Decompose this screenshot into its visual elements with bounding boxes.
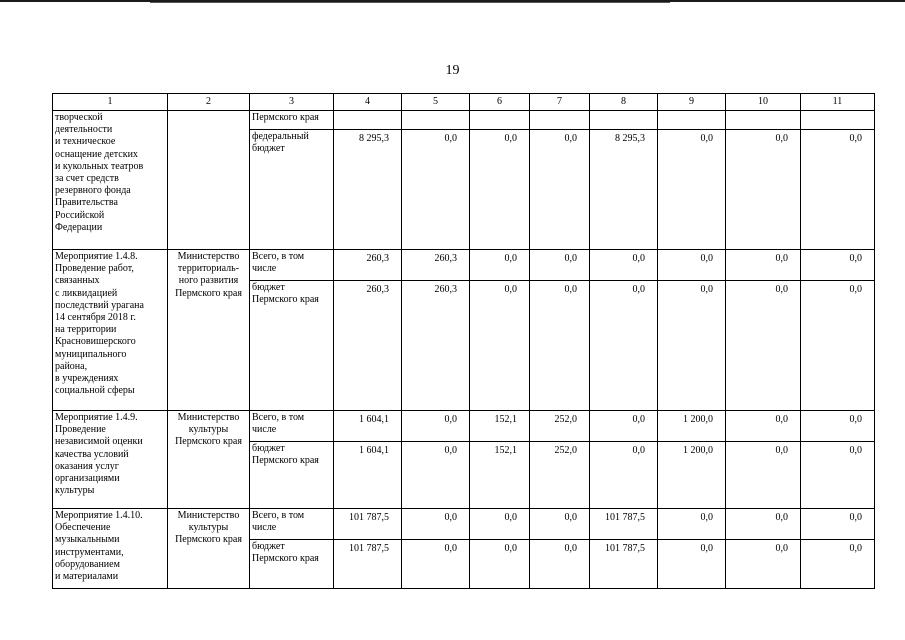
table-row [53, 411, 875, 442]
value-cell: 0,0 [726, 509, 801, 540]
text-line: Пермского края [175, 436, 242, 448]
value-cell: 0,0 [801, 250, 875, 281]
value-cell: 0,0 [590, 442, 658, 509]
column-number: 5 [402, 94, 470, 111]
column-number: 8 [590, 94, 658, 111]
text-line: числе [252, 424, 277, 436]
text-line: социальной сферы [55, 385, 135, 397]
funding-source [250, 509, 334, 540]
value-cell: 1 200,0 [658, 411, 726, 442]
value-cell: 260,3 [334, 281, 402, 411]
column-number-row [53, 94, 875, 111]
column-number: 2 [168, 94, 250, 111]
activity-description [53, 250, 168, 411]
text-line: культуры [55, 485, 95, 497]
text-line: и техническое [55, 136, 116, 148]
text-line: Пермского края [252, 553, 319, 565]
text-line: федеральный [252, 131, 309, 142]
value-cell: 0,0 [470, 281, 530, 411]
value-cell: 0,0 [801, 130, 875, 250]
text-line: Пермского края [252, 455, 319, 467]
text-line: Мероприятие 1.4.10. [55, 510, 143, 521]
text-line: района, [55, 360, 88, 372]
text-line: Обеспечение [55, 522, 111, 534]
text-line: бюджет [252, 443, 285, 454]
column-number: 9 [658, 94, 726, 111]
column-number: 1 [53, 94, 168, 111]
text-line: муниципального [55, 348, 127, 360]
value-cell: 0,0 [801, 509, 875, 540]
text-line: музыкальными [55, 534, 120, 546]
value-cell: 0,0 [590, 250, 658, 281]
responsible-body [168, 509, 250, 589]
funding-source [250, 130, 334, 250]
value-cell: 0,0 [530, 250, 590, 281]
value-cell: 0,0 [658, 540, 726, 589]
value-cell: 0,0 [726, 540, 801, 589]
value-cell: 0,0 [402, 509, 470, 540]
text-line: бюджет [252, 143, 285, 155]
value-cell: 8 295,3 [334, 130, 402, 250]
text-line: деятельности [55, 124, 113, 136]
value-cell: 0,0 [470, 130, 530, 250]
value-cell [726, 111, 801, 130]
value-cell: 8 295,3 [590, 130, 658, 250]
value-cell: 0,0 [402, 130, 470, 250]
text-line: Пермского края [175, 287, 242, 299]
value-cell: 0,0 [726, 250, 801, 281]
value-cell: 152,1 [470, 442, 530, 509]
value-cell: 0,0 [530, 281, 590, 411]
text-line: качества условий [55, 448, 129, 460]
text-line: Проведение [55, 424, 106, 436]
text-line: резервного фонда [55, 185, 131, 197]
page-number: 19 [445, 63, 460, 78]
column-number: 4 [334, 94, 402, 111]
text-line: Всего, в том [252, 251, 305, 262]
text-line: за счет средств [55, 173, 119, 185]
text-line: Мероприятие 1.4.9. [55, 412, 138, 423]
text-line: 14 сентября 2018 г. [55, 312, 136, 324]
value-cell: 0,0 [726, 281, 801, 411]
scan-top-edge-secondary [150, 2, 670, 3]
value-cell: 0,0 [801, 540, 875, 589]
funding-source [250, 411, 334, 442]
activity-description [53, 509, 168, 589]
text-line: Пермского края [175, 534, 242, 546]
text-line: последствий урагана [55, 299, 144, 311]
funding-source [250, 442, 334, 509]
value-cell: 260,3 [334, 250, 402, 281]
value-cell: 0,0 [470, 250, 530, 281]
column-number: 3 [250, 94, 334, 111]
text-line: оснащение детских [55, 148, 138, 160]
value-cell: 1 604,1 [334, 411, 402, 442]
text-line: бюджет [252, 541, 285, 552]
text-line: Всего, в том [252, 510, 305, 521]
text-line: Пермского края [252, 294, 319, 306]
value-cell: 101 787,5 [334, 509, 402, 540]
value-cell [402, 111, 470, 130]
text-line: и кукольных театров [55, 160, 144, 172]
value-cell: 0,0 [402, 411, 470, 442]
text-line: организациями [55, 473, 120, 485]
value-cell: 0,0 [470, 540, 530, 589]
text-line: числе [252, 263, 277, 275]
text-line: с ликвидацией [55, 287, 118, 299]
value-cell: 0,0 [726, 411, 801, 442]
text-line: Министерство [177, 412, 240, 423]
text-line: в учреждениях [55, 373, 119, 385]
value-cell: 0,0 [530, 540, 590, 589]
text-line: оказания услуг [55, 460, 119, 472]
funding-source [250, 540, 334, 589]
value-cell: 0,0 [590, 281, 658, 411]
text-line: инструментами, [55, 546, 124, 558]
responsible-body [168, 411, 250, 509]
value-cell: 101 787,5 [590, 540, 658, 589]
text-line: Министерство [177, 251, 240, 262]
text-line: связанных [55, 275, 100, 287]
value-cell: 0,0 [801, 411, 875, 442]
text-line: Правительства [55, 197, 118, 209]
value-cell: 0,0 [658, 250, 726, 281]
table-row [53, 250, 875, 281]
value-cell: 0,0 [470, 509, 530, 540]
text-line: Мероприятие 1.4.8. [55, 251, 138, 262]
value-cell [530, 111, 590, 130]
budget-table [52, 93, 875, 589]
value-cell [334, 111, 402, 130]
text-line: территориаль- [177, 263, 240, 275]
value-cell: 0,0 [590, 411, 658, 442]
value-cell: 101 787,5 [590, 509, 658, 540]
value-cell [658, 111, 726, 130]
text-line: Федерации [55, 221, 103, 233]
funding-source [250, 281, 334, 411]
value-cell: 252,0 [530, 442, 590, 509]
text-line: культуры [188, 424, 229, 436]
value-cell: 1 200,0 [658, 442, 726, 509]
funding-source [250, 250, 334, 281]
value-cell: 0,0 [402, 442, 470, 509]
value-cell [590, 111, 658, 130]
value-cell: 0,0 [530, 130, 590, 250]
value-cell: 101 787,5 [334, 540, 402, 589]
text-line: Российской [55, 209, 105, 221]
text-line: числе [252, 522, 277, 534]
text-line: оборудованием [55, 558, 120, 570]
value-cell [470, 111, 530, 130]
table-row [53, 509, 875, 540]
column-number: 7 [530, 94, 590, 111]
value-cell: 152,1 [470, 411, 530, 442]
value-cell: 0,0 [801, 442, 875, 509]
value-cell: 252,0 [530, 411, 590, 442]
funding-source [250, 111, 334, 130]
table-row [53, 111, 875, 130]
text-line: Всего, в том [252, 412, 305, 423]
column-number: 11 [801, 94, 875, 111]
text-line: Министерство [177, 510, 240, 521]
value-cell: 0,0 [658, 130, 726, 250]
value-cell: 0,0 [402, 540, 470, 589]
text-line: бюджет [252, 282, 285, 293]
value-cell: 0,0 [801, 281, 875, 411]
value-cell: 0,0 [658, 281, 726, 411]
text-line: Красновишерского [55, 336, 136, 348]
text-line: Пермского края [252, 112, 319, 123]
text-line: Проведение работ, [55, 263, 134, 275]
text-line: и материалами [55, 571, 119, 583]
value-cell [801, 111, 875, 130]
value-cell: 260,3 [402, 250, 470, 281]
value-cell: 260,3 [402, 281, 470, 411]
column-number: 10 [726, 94, 801, 111]
activity-description [53, 411, 168, 509]
text-line: независимой оценки [55, 436, 143, 448]
text-line: на территории [55, 324, 117, 336]
responsible-body [168, 111, 250, 250]
responsible-body [168, 250, 250, 411]
value-cell: 0,0 [530, 509, 590, 540]
value-cell: 0,0 [658, 509, 726, 540]
value-cell: 1 604,1 [334, 442, 402, 509]
text-line: ного развития [178, 275, 239, 287]
text-line: культуры [188, 522, 229, 534]
column-number: 6 [470, 94, 530, 111]
activity-description [53, 111, 168, 250]
value-cell: 0,0 [726, 130, 801, 250]
value-cell: 0,0 [726, 442, 801, 509]
text-line: творческой [55, 112, 103, 123]
